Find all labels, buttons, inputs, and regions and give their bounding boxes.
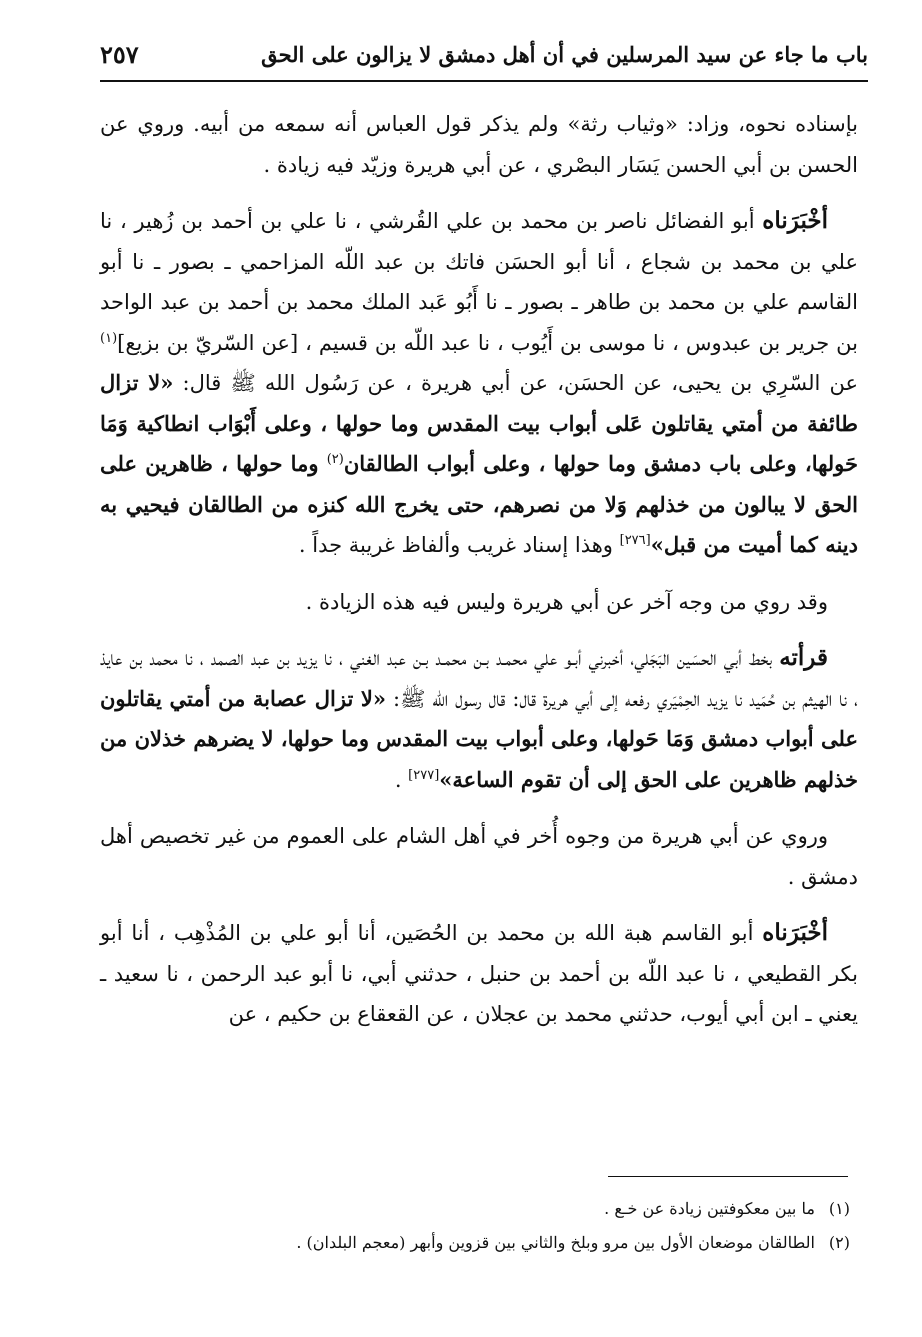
main-text xyxy=(100,104,858,1051)
footnote-marker-1: (١) xyxy=(100,330,118,346)
footnote-1 xyxy=(160,1192,850,1226)
footnote-text: الطالقان موضعان الأول بين مرو وبلخ والثاني بين قزوين وأبهر (معجم البلدان) . xyxy=(296,1233,815,1252)
transmission-keyword: أخْبَرَناه xyxy=(762,919,828,946)
transmission-keyword: قرأته xyxy=(779,644,828,671)
hadith-reference-number: [٢٧٧] xyxy=(408,767,440,783)
commentary-text: وهذا إسناد غريب وألفاظ غريبة جداً . xyxy=(298,533,620,557)
hadith-text: «لا تزال عصابة من أمتي يقاتلون على أبواب دمشق وَمَا حَولها، وعلى أبواب بيت المقدس وما حولها، لا يضرهم خذلان من خذلهم ظاهرين على الحق إلى أن تقوم الساعة» xyxy=(100,685,858,792)
footnote-2 xyxy=(160,1226,850,1260)
isnad-text: بخط أبي الحسَين البَجَلي، أخبرني أبـو علي محمـد بـن محمـد بـن عبد الغني ، نا يزيد بن عبد الصمد ، نا محمد بن عايذ ، نا الهيثم بن حُمَيد نا يزيد الحِمْيَري رفعه إلى أبي هريرة قال: قال رسول الله ﷺ: xyxy=(100,646,859,711)
paragraph-3 xyxy=(100,582,858,623)
paragraph-text: بإسناده نحوه، وزاد: «وثياب رثة» ولم يذكر قول العباس أنه سمعه من أبيه. وروي عن الحسن بن أبي الحسن يَسَار البصْري ، عن أبي هريرة وزيّد فيه زيادة . xyxy=(100,112,858,177)
footnote-text: ما بين معكوفتين زيادة عن خـع . xyxy=(604,1199,815,1218)
paragraph-2 xyxy=(100,201,858,566)
hadith-text: «لا تزال طائفة من أمتي يقاتلون عَلى أبواب بيت المقدس وما حولها ، وعلى أَبْوَاب انطاكية وَمَا حَولها، وعلى باب دمشق وما حولها ، وعلى أبواب الطالقان xyxy=(100,370,858,476)
hadith-reference-number: [٢٧٦] xyxy=(619,533,651,548)
paragraph-text: وقد روي من وجه آخر عن أبي هريرة وليس فيه هذه الزيادة . xyxy=(305,589,828,614)
paragraph-text: وروي عن أبي هريرة من وجوه أُخر في أهل الشام على العموم من غير تخصيص أهل دمشق . xyxy=(100,824,858,889)
sentence-end: . xyxy=(394,767,409,792)
paragraph-1 xyxy=(100,104,858,185)
page-number: ٢٥٧ xyxy=(100,40,139,69)
isnad-text: أبو القاسم هبة الله بن محمد بن الحُصَين، أنا أبو علي بن المُذْهِب ، أنا أبو بكر القطيعي ، نا عبد اللّه بن أحمد بن حنبل ، حدثني أبي، نا أبو عبد الرحمن ، نا سعيد ـ يعني ـ ابن أبي أيوب، حدثني محمد بن عجلان ، عن القعقاع بن حكيم ، عن xyxy=(100,921,858,1026)
paragraph-6 xyxy=(100,913,858,1035)
footnote-number: (٢) xyxy=(828,1233,850,1252)
footnote-marker-2: (٢) xyxy=(326,452,344,467)
footnote-divider xyxy=(608,1176,848,1177)
running-title: باب ما جاء عن سيد المرسلين في أن أهل دمشق لا يزالون على الحق xyxy=(261,42,868,67)
isnad-text-cont: عن السّرِي بن يحيى، عن الحسَن، عن أبي هريرة ، عن رَسُول الله ﷺ قال: xyxy=(173,371,858,395)
footnote-number: (١) xyxy=(828,1199,850,1218)
footnotes xyxy=(160,1192,850,1260)
paragraph-5 xyxy=(100,816,858,897)
page-header xyxy=(100,36,868,82)
hadith-text-cont: وما حولها ، ظاهرين على الحق لا يبالون من خذلهم وَلا من نصرهم، حتى يخرج الله كنزه من الطالقان فيحيي به دينه كما أميت من قبل» xyxy=(100,451,858,557)
isnad-text: أبو الفضائل ناصر بن محمد بن علي القُرشي ، نا علي بن أحمد بن زُهير ، نا علي بن محمد بن شجاع ، أنا أبو الحسَن فاتك بن عبد اللّه المزاحمي ـ بصور ـ نا أبو القاسم علي بن محمد بن طاهر ـ بصور ـ نا أَبُو عَبد الملك محمد بن أحمد بن عبد الواحد بن جرير بن عبدوس ، نا موسى بن أَيُوب ، نا عبد اللّه بن قسيم ، [عن السّريّ بن بزيع] xyxy=(100,209,858,355)
paragraph-4 xyxy=(100,638,858,800)
transmission-keyword: أخْبَرَناه xyxy=(762,207,828,234)
